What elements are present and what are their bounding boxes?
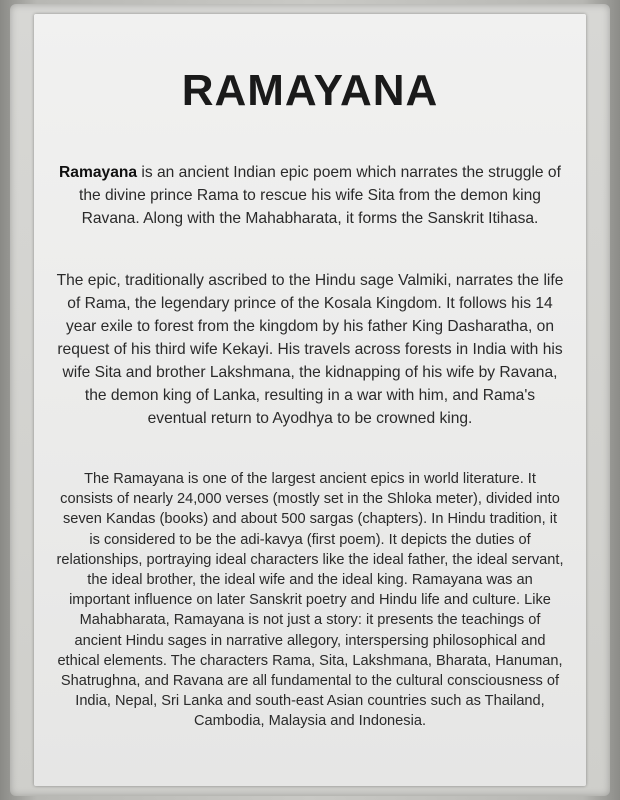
epic-summary-paragraph: The epic, traditionally ascribed to the Hindu sage Valmiki, narrates the life of Rama, the legendary prince of the Kosala Kingdom. It follows his 14 year exile to forest from the kingdom by his father King Dasharatha, on request of his third wife Kekayi. His travels across forests in India with his wife Sita and brother Lakshmana, the kidnapping of his wife by Ravana, the demon king of Lanka, resulting in a war with him, and Rama's eventual return to Ayodhya to be crowned king.	[56, 272, 564, 427]
intro-rest-text: is an ancient Indian epic poem which narrates the struggle of the divine prince Rama to rescue his wife Sita from the demon king Ravana. Along with the Mahabharata, it forms the Sanskrit Itihasa.	[79, 164, 561, 227]
printed-page	[34, 14, 586, 786]
intro-paragraph	[56, 161, 564, 230]
page-title: RAMAYANA	[181, 66, 439, 115]
significance-paragraph: The Ramayana is one of the largest ancient epics in world literature. It consists of nearly 24,000 verses (mostly set in the Shloka meter), divided into seven Kandas (books) and about 500 sargas (chapters). In Hindu tradition, it is considered to be the adi-kavya (first poem). It depicts the duties of relationships, portraying ideal characters like the ideal father, the ideal servant, the ideal brother, the ideal wife and the ideal king. Ramayana was an important influence on later Sanskrit poetry and Hindu life and culture. Like Mahabharata, Ramayana is not just a story: it presents the teachings of ancient Hindu sages in narrative allegory, interspersing philosophical and ethical elements. The characters Rama, Sita, Lakshmana, Bharata, Hanuman, Shatrughna, and Ravana are all fundamental to the cultural consciousness of India, Nepal, Sri Lanka and south-east Asian countries such as Thailand, Cambodia, Malaysia and Indonesia.	[56, 471, 564, 730]
intro-lead-word: Ramayana	[59, 164, 138, 181]
